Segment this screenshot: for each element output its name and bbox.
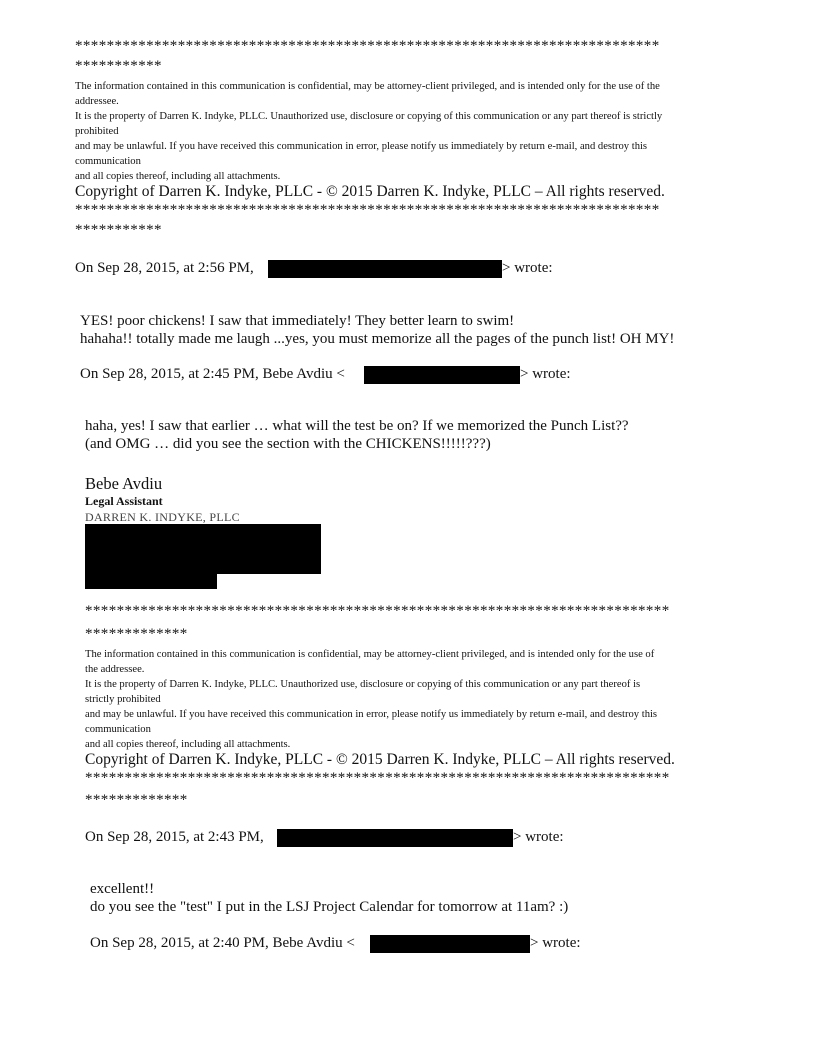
confidentiality-line: and all copies thereof, including all attachments. xyxy=(85,739,291,750)
reply-header-prefix: On Sep 28, 2015, at 2:40 PM, Bebe Avdiu < xyxy=(90,935,355,951)
reply-header xyxy=(75,260,254,277)
message-line: haha, yes! I saw that earlier … what will the test be on? If we memorized the Punch List?? xyxy=(85,418,629,434)
confidentiality-line: and all copies thereof, including all attachments. xyxy=(75,171,281,182)
reply-header-prefix: On Sep 28, 2015, at 2:56 PM, xyxy=(75,260,254,276)
separator-stars: *********** xyxy=(75,58,162,74)
message-line: excellent!! xyxy=(90,881,155,897)
separator-stars: ************************************************************************** xyxy=(85,603,670,619)
reply-header-suffix: > wrote: xyxy=(502,260,553,276)
message-line: do you see the "test" I put in the LSJ Project Calendar for tomorrow at 11am? :) xyxy=(90,899,569,915)
redaction-box xyxy=(85,524,321,574)
message-line: (and OMG … did you see the section with the CHICKENS!!!!!???) xyxy=(85,436,491,452)
separator-stars: ************************************************************************** xyxy=(75,38,660,54)
redaction-box xyxy=(277,829,513,847)
signature-name: Bebe Avdiu xyxy=(85,474,163,493)
confidentiality-line: prohibited xyxy=(75,126,119,137)
confidentiality-line: communication xyxy=(75,156,141,167)
copyright-notice: Copyright of Darren K. Indyke, PLLC - © 2015 Darren K. Indyke, PLLC – All rights reserved. xyxy=(85,751,675,768)
confidentiality-line: addressee. xyxy=(75,96,119,107)
confidentiality-line: the addressee. xyxy=(85,664,145,675)
reply-header-prefix: On Sep 28, 2015, at 2:45 PM, Bebe Avdiu < xyxy=(80,366,345,382)
separator-stars: ************************************************************************** xyxy=(75,202,660,218)
reply-header-suffix: > wrote: xyxy=(520,366,571,382)
copyright-notice: Copyright of Darren K. Indyke, PLLC - © 2015 Darren K. Indyke, PLLC – All rights reserved. xyxy=(75,183,665,200)
confidentiality-line: communication xyxy=(85,724,151,735)
separator-stars: ************* xyxy=(85,626,188,642)
confidentiality-line: strictly prohibited xyxy=(85,694,161,705)
signature-firm: DARREN K. INDYKE, PLLC xyxy=(85,510,240,524)
confidentiality-line: and may be unlawful. If you have received this communication in error, please notify us immediately by return e-mail, and destroy this xyxy=(75,141,648,152)
message-line: YES! poor chickens! I saw that immediately! They better learn to swim! xyxy=(80,313,515,329)
confidentiality-line: The information contained in this communication is confidential, may be attorney-client privileged, and is intended only for the use of the xyxy=(75,81,660,92)
redaction-box xyxy=(370,935,530,953)
signature-role: Legal Assistant xyxy=(85,494,163,508)
confidentiality-line: The information contained in this communication is confidential, may be attorney-client privileged, and is intended only for the use of xyxy=(85,649,655,660)
confidentiality-line: It is the property of Darren K. Indyke, PLLC. Unauthorized use, disclosure or copying of this communication or any part thereof is xyxy=(85,679,641,690)
redaction-box xyxy=(268,260,502,278)
separator-stars: ************* xyxy=(85,792,188,808)
reply-header-suffix: > wrote: xyxy=(530,935,581,951)
redaction-box xyxy=(85,574,217,589)
redaction-box xyxy=(364,366,520,384)
separator-stars: *********** xyxy=(75,222,162,238)
reply-header-prefix: On Sep 28, 2015, at 2:43 PM, xyxy=(85,829,264,845)
reply-header-suffix: > wrote: xyxy=(513,829,564,845)
confidentiality-line: and may be unlawful. If you have received this communication in error, please notify us immediately by return e-mail, and destroy this xyxy=(85,709,658,720)
message-line: hahaha!! totally made me laugh ...yes, you must memorize all the pages of the punch list! OH MY! xyxy=(80,331,675,347)
confidentiality-line: It is the property of Darren K. Indyke, PLLC. Unauthorized use, disclosure or copying of this communication or any part thereof is strictly xyxy=(75,111,663,122)
separator-stars: ************************************************************************** xyxy=(85,770,670,786)
